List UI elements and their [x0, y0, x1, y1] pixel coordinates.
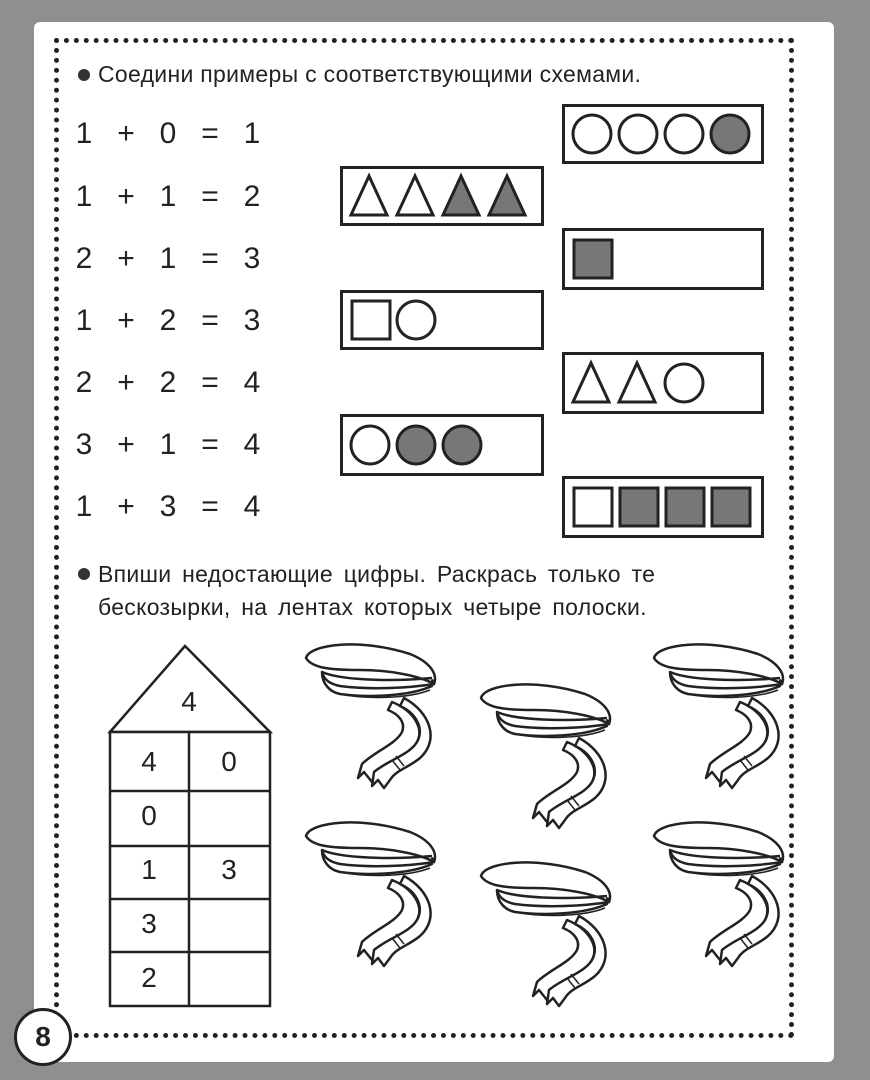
equation-op: + — [117, 180, 135, 213]
scheme-circles-3-white-1-gray — [562, 104, 764, 164]
circle-white-shape — [397, 301, 435, 339]
house-cell-left: 1 — [141, 854, 157, 885]
equation-eq: = — [201, 428, 219, 461]
scheme-square-1-gray — [562, 228, 764, 290]
equation-b: 2 — [159, 366, 177, 399]
triangle-gray-shape — [443, 176, 479, 215]
square-white-shape — [352, 301, 390, 339]
square-gray-shape — [620, 488, 658, 526]
sailor-cap-1[interactable] — [300, 640, 450, 795]
square-gray-shape — [574, 240, 612, 278]
equation-5 — [72, 366, 272, 400]
equation-r: 3 — [243, 242, 261, 275]
page-number: 8 — [14, 1008, 72, 1066]
equation-op: + — [117, 428, 135, 461]
square-white-shape — [574, 488, 612, 526]
equation-4 — [72, 304, 272, 338]
equation-eq: = — [201, 242, 219, 275]
circle-gray-shape — [443, 426, 481, 464]
equation-a: 1 — [75, 490, 93, 523]
equation-2 — [72, 180, 272, 214]
triangle-white-shape — [619, 363, 655, 402]
bullet-task1 — [78, 69, 90, 81]
equation-a: 2 — [75, 366, 93, 399]
equation-r: 4 — [243, 490, 261, 523]
house-cell-left: 3 — [141, 908, 157, 939]
equation-b: 0 — [159, 117, 177, 150]
sailor-cap-2[interactable] — [475, 680, 625, 835]
house-cell-left: 4 — [141, 746, 157, 777]
equation-3 — [72, 242, 272, 276]
sailor-cap-5[interactable] — [475, 858, 625, 1013]
task1-instruction: Соедини примеры с соответствующими схемами. — [98, 61, 642, 87]
circle-gray-shape — [711, 115, 749, 153]
equation-r: 3 — [243, 304, 261, 337]
equation-a: 1 — [75, 117, 93, 150]
equation-r: 2 — [243, 180, 261, 213]
bullet-task2 — [78, 568, 90, 580]
equation-7 — [72, 490, 272, 524]
equation-op: + — [117, 304, 135, 337]
equation-b: 2 — [159, 304, 177, 337]
scheme-triangles-2-white-2-gray — [340, 166, 544, 226]
circle-white-shape — [619, 115, 657, 153]
equation-r: 4 — [243, 366, 261, 399]
scheme-squares-1-white-3-gray — [562, 476, 764, 538]
task2-instruction-line2: бескозырки, на лентах которых четыре полоски. — [98, 594, 647, 620]
equation-b: 1 — [159, 428, 177, 461]
equation-r: 4 — [243, 428, 261, 461]
sailor-cap-6[interactable] — [648, 818, 798, 973]
equation-eq: = — [201, 117, 219, 150]
equation-a: 3 — [75, 428, 93, 461]
sailor-cap-3[interactable] — [648, 640, 798, 795]
house-cell-right: 0 — [221, 746, 237, 777]
circle-white-shape — [665, 115, 703, 153]
task2-instruction-line1: Впиши недостающие цифры. Раскрась только те — [98, 561, 656, 587]
equation-op: + — [117, 490, 135, 523]
triangle-white-shape — [573, 363, 609, 402]
scheme-square-circle — [340, 290, 544, 350]
square-gray-shape — [666, 488, 704, 526]
equation-a: 1 — [75, 180, 93, 213]
circle-white-shape — [665, 364, 703, 402]
equation-op: + — [117, 242, 135, 275]
triangle-white-shape — [351, 176, 387, 215]
equation-eq: = — [201, 490, 219, 523]
sailor-cap-4[interactable] — [300, 818, 450, 973]
house-cell-right: 3 — [221, 854, 237, 885]
equation-a: 2 — [75, 242, 93, 275]
house-roof-number: 4 — [181, 686, 197, 717]
scheme-triangles-2-circle-1 — [562, 352, 764, 414]
equation-op: + — [117, 366, 135, 399]
circle-white-shape — [573, 115, 611, 153]
equation-b: 3 — [159, 490, 177, 523]
equation-r: 1 — [243, 117, 261, 150]
triangle-gray-shape — [489, 176, 525, 215]
house-cell-left: 2 — [141, 962, 157, 993]
equation-b: 1 — [159, 242, 177, 275]
house-cell-left: 0 — [141, 800, 157, 831]
equation-eq: = — [201, 180, 219, 213]
square-gray-shape — [712, 488, 750, 526]
equation-op: + — [117, 117, 135, 150]
circle-gray-shape — [397, 426, 435, 464]
scheme-circles-1-white-2-gray — [340, 414, 544, 476]
equation-a: 1 — [75, 304, 93, 337]
equation-6 — [72, 428, 272, 462]
equation-b: 1 — [159, 180, 177, 213]
triangle-white-shape — [397, 176, 433, 215]
equation-eq: = — [201, 304, 219, 337]
equation-eq: = — [201, 366, 219, 399]
circle-white-shape — [351, 426, 389, 464]
equation-1 — [72, 117, 272, 151]
